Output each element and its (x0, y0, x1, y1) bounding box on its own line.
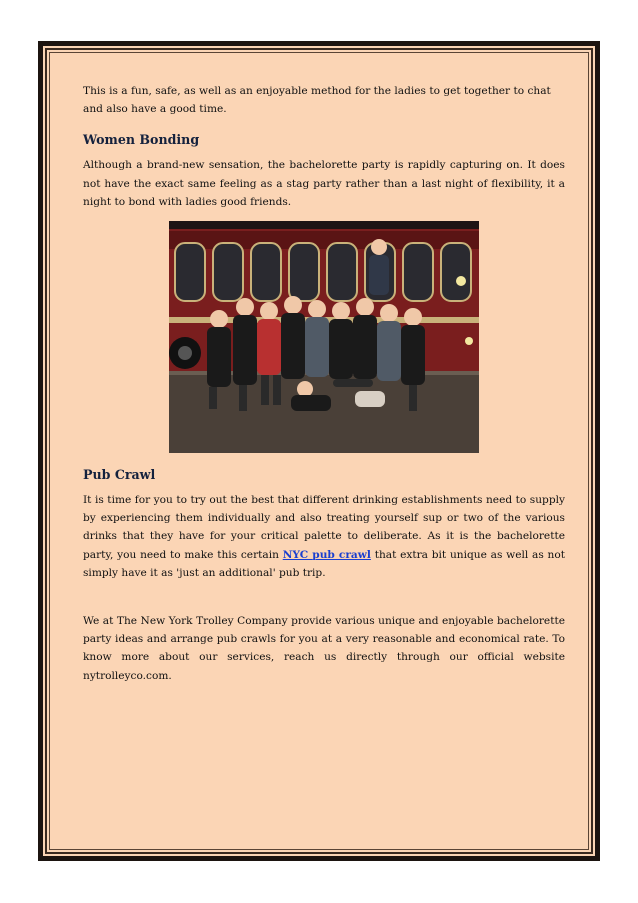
pub-crawl-paragraph (83, 491, 565, 582)
document-content (83, 82, 565, 685)
closing-paragraph: We at The New York Trolley Company provide various unique and enjoyable bachelorette party ideas and arrange pub crawls for you at a very reasonable and economical rate. To know more about our services, reach us directly through our official website nytrolleyco.com. (83, 615, 565, 682)
nyc-pub-crawl-link[interactable]: NYC pub crawl (282, 548, 371, 561)
women-bonding-paragraph: Although a brand-new sensation, the bachelorette party is rapidly capturing on. It does not have the exact same feeling as a stag party rather than a last night of flexibility, it a night to bond with ladies good friends. (83, 159, 565, 208)
intro-paragraph: This is a fun, safe, as well as an enjoyable method for the ladies to get together to chat and also have a good time. (83, 85, 551, 116)
pub-crawl-text-after-link: that extra bit unique as well as not simply have it as 'just an additional' pub trip. (83, 548, 566, 579)
heading-pub-crawl: Pub Crawl (83, 467, 156, 483)
document-page (38, 41, 600, 861)
pub-crawl-text-before-link: It is time for you to try out the best that different drinking establishments need to supply by experiencing them individually and also treating yourself sup or two of the various drinks that they have for your critical palette to deliberate. As it is the bachelorette party, you need to make this certain (83, 494, 565, 561)
group-photo (169, 221, 479, 453)
heading-women-bonding: Women Bonding (83, 132, 200, 148)
group-photo-icon (169, 221, 479, 453)
